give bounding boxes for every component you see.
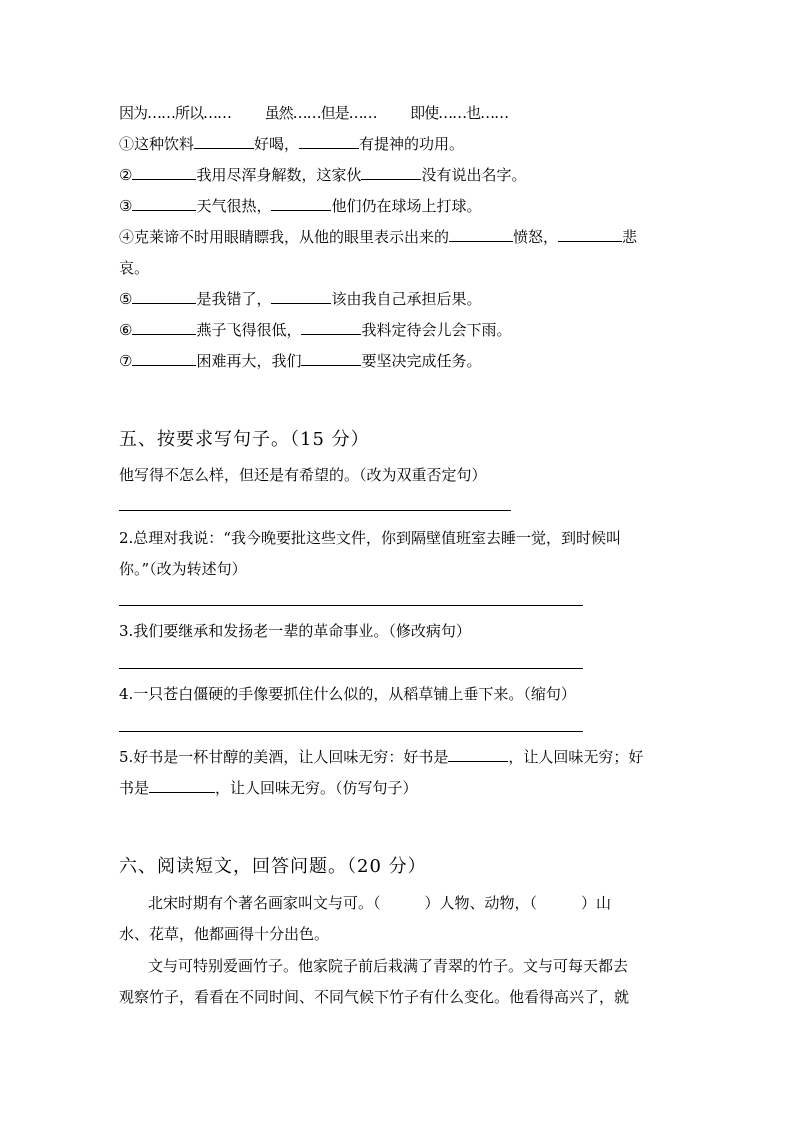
- fill-item-2: [119, 165, 679, 185]
- item-text: 是我错了，: [196, 290, 272, 308]
- item-text: 愤怒，: [513, 228, 559, 246]
- answer-blank[interactable]: [271, 196, 331, 211]
- answer-blank[interactable]: [361, 165, 421, 180]
- answer-blank[interactable]: [194, 134, 254, 149]
- q5-text: ，让人回味无穷。（仿写句子）: [215, 779, 418, 797]
- answer-blank[interactable]: [301, 320, 361, 335]
- item-text: 没有说出名字。: [421, 166, 527, 184]
- item-number: ⑥: [119, 321, 133, 339]
- answer-blank[interactable]: [149, 778, 215, 793]
- answer-line-1[interactable]: [119, 510, 511, 511]
- connective-pair-2: 虽然……但是……: [264, 104, 377, 122]
- item-text: 困难再大，我们: [196, 352, 302, 370]
- item-text: 好喝，: [254, 135, 300, 153]
- s5-question-1: 他写得不怎么样，但还是有希望的。（改为双重否定句）: [119, 466, 487, 484]
- answer-line-3[interactable]: [119, 668, 583, 669]
- fill-item-4: [119, 227, 679, 247]
- s5-question-2-line2: 你。”（改为转述句）: [119, 560, 247, 578]
- fill-item-7: [119, 351, 679, 371]
- section-6-title: 六、阅读短文，回答问题。（20 分）: [119, 856, 427, 877]
- s5-question-5-line2: [119, 778, 679, 798]
- item-text: 有提神的功用。: [359, 135, 465, 153]
- passage-text: ）山: [581, 894, 612, 912]
- passage-p1-line2: 水、花草，他都画得十分出色。: [119, 925, 330, 943]
- item-number: ⑦: [119, 352, 133, 370]
- fill-item-4-cont: [119, 258, 679, 278]
- s5-question-2-line1: 2.总理对我说：“我今晚要批这些文件，你到隔壁值班室去睡一觉，到时候叫: [119, 529, 621, 547]
- item-text: 燕子飞得很低，: [196, 321, 302, 339]
- item-number: ⑤: [119, 290, 133, 308]
- answer-line-4[interactable]: [119, 731, 583, 732]
- item-text: 该由我自己承担后果。: [331, 290, 482, 308]
- item-text: 要坚决完成任务。: [361, 352, 482, 370]
- answer-line-2[interactable]: [119, 605, 583, 606]
- item-number: ②: [119, 166, 133, 184]
- q5-text: 5.好书是一杯甘醇的美酒，让人回味无穷：好书是: [119, 748, 449, 766]
- section-5-title: 五、按要求写句子。（15 分）: [119, 429, 370, 450]
- item-number: ①: [119, 135, 135, 153]
- fill-item-3: [119, 196, 679, 216]
- s5-question-4: 4.一只苍白僵硬的手像要抓住什么似的，从稻草铺上垂下来。（缩句）: [119, 685, 576, 703]
- item-text: 哀。: [119, 259, 150, 277]
- answer-blank[interactable]: [132, 196, 196, 211]
- answer-blank[interactable]: [271, 289, 331, 304]
- answer-blank[interactable]: [132, 289, 196, 304]
- item-text: 天气很热，: [196, 197, 272, 215]
- passage-text: ）人物、动物，（: [424, 894, 538, 912]
- item-number: ④: [119, 228, 135, 246]
- q5-text: 书是: [119, 779, 150, 797]
- item-text: 我用尽浑身解数，这家伙: [196, 166, 362, 184]
- connectives-row: [119, 103, 679, 123]
- connective-pair-1: 因为……所以……: [119, 104, 232, 122]
- fill-item-5: [119, 289, 679, 309]
- item-text: 这种饮料: [134, 135, 195, 153]
- answer-blank[interactable]: [448, 747, 508, 762]
- item-text: 克莱谛不时用眼睛瞟我，从他的眼里表示出来的: [134, 228, 450, 246]
- item-text: 他们仍在球场上打球。: [331, 197, 482, 215]
- answer-blank[interactable]: [449, 227, 513, 242]
- passage-text: 北宋时期有个著名画家叫文与可。（: [148, 894, 381, 912]
- s5-question-3: 3.我们要继承和发扬老一辈的革命事业。（修改病句）: [119, 622, 471, 640]
- answer-blank[interactable]: [132, 165, 196, 180]
- item-text: 悲: [622, 228, 638, 246]
- answer-blank[interactable]: [558, 227, 622, 242]
- fill-item-6: [119, 320, 679, 340]
- answer-blank[interactable]: [299, 134, 359, 149]
- connective-pair-3: 即使……也……: [410, 104, 509, 122]
- answer-blank[interactable]: [301, 351, 361, 366]
- answer-blank[interactable]: [132, 320, 196, 335]
- passage-p1-line1: [148, 893, 679, 913]
- fill-item-1: [119, 134, 679, 154]
- item-text: 我料定待会儿会下雨。: [361, 321, 512, 339]
- answer-blank[interactable]: [132, 351, 196, 366]
- q5-text: ，让人回味无穷；好: [508, 748, 644, 766]
- item-number: ③: [119, 197, 133, 215]
- passage-p2-line2: 观察竹子，看看在不同时间、不同气候下竹子有什么变化。他看得高兴了，就: [119, 988, 630, 1006]
- s5-question-5-line1: [119, 747, 679, 767]
- passage-p2-line1: 文与可特别爱画竹子。他家院子前后栽满了青翠的竹子。文与可每天都去: [148, 957, 629, 975]
